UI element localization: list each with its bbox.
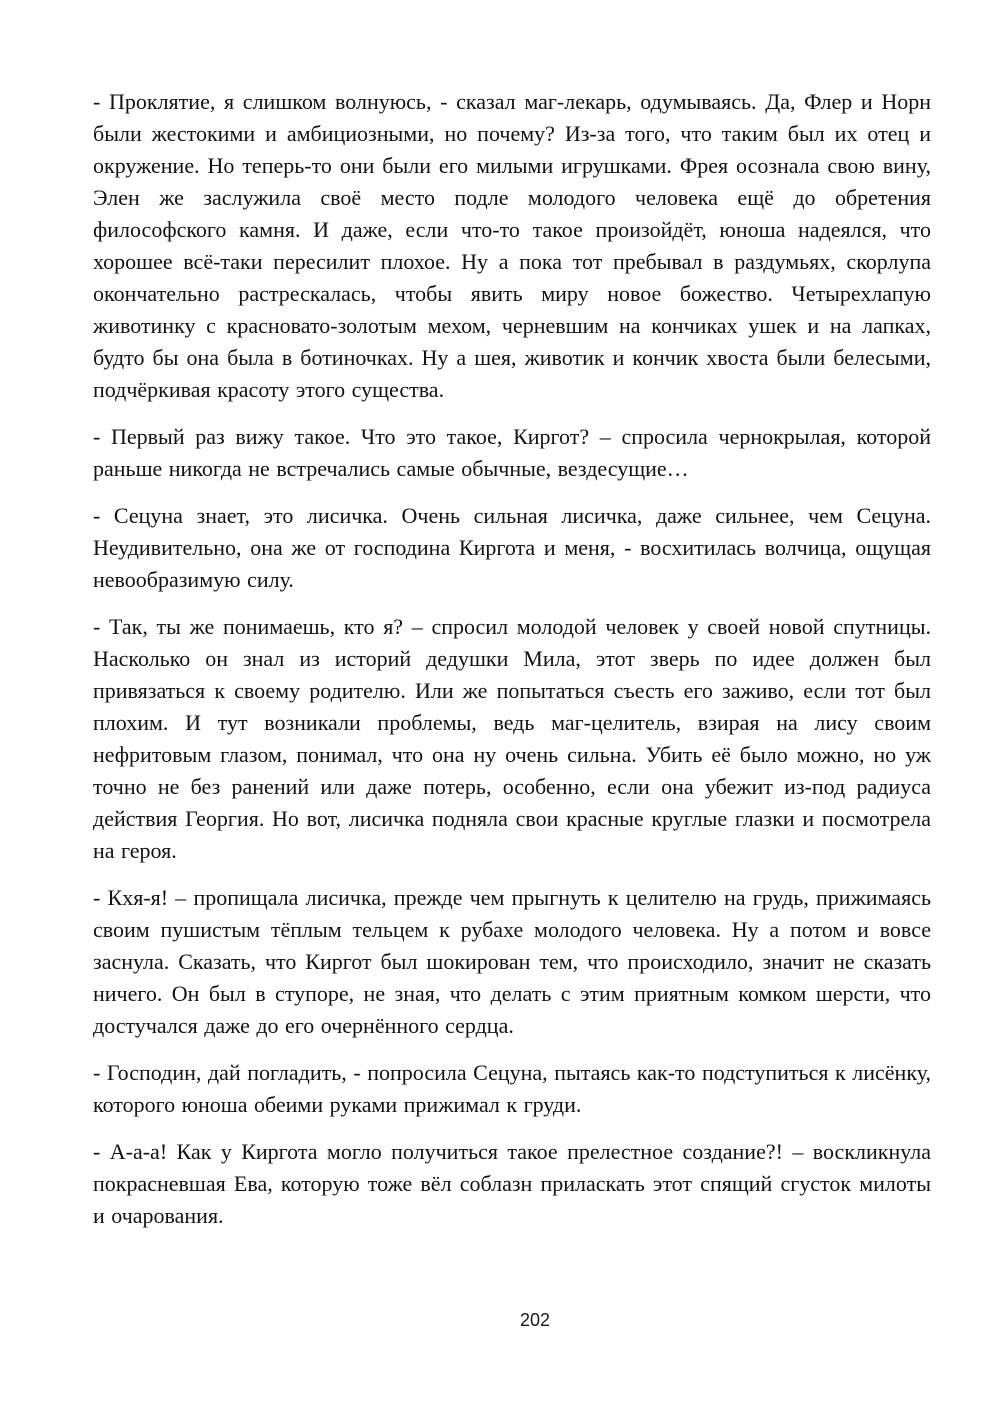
paragraph-3: - Сецуна знает, это лисичка. Очень сильная лисичка, даже сильнее, чем Сецуна. Неудивительно, она же от господина Киргота и меня, - восхитилась волчица, ощущая невообразимую силу. xyxy=(93,503,931,592)
paragraph-2: - Первый раз вижу такое. Что это такое, Киргот? – спросила чернокрылая, которой раньше никогда не встречались самые обычные, вездесущие… xyxy=(93,424,931,481)
paragraph-4: - Так, ты же понимаешь, кто я? – спросил молодой человек у своей новой спутницы. Насколько он знал из историй дедушки Мила, этот зверь по идее должен был привязаться к своему родителю. Или же попытаться съесть его заживо, если тот был плохим. И тут возникали проблемы, ведь маг-целитель, взирая на лису своим нефритовым глазом, понимал, что она ну очень сильна. Убить её было можно, но уж точно не без ранений или даже потерь, особенно, если она убежит из-под радиуса действия Георгия. Но вот, лисичка подняла свои красные круглые глазки и посмотрела на героя. xyxy=(93,614,931,863)
paragraph-6: - Господин, дай погладить, - попросила Сецуна, пытаясь как-то подступиться к лисёнку, которого юноша обеими руками прижимал к груди. xyxy=(93,1060,931,1117)
text-block xyxy=(93,86,931,1232)
page-number: 202 xyxy=(519,1310,551,1330)
paragraph-7: - А-а-а! Как у Киргота могло получиться такое прелестное создание?! – воскликнула покрасневшая Ева, которую тоже вёл соблазн приласкать этот спящий сгусток милоты и очарования. xyxy=(93,1139,931,1228)
paragraph-5: - Кхя-я! – пропищала лисичка, прежде чем прыгнуть к целителю на грудь, прижимаясь своим пушистым тёплым тельцем к рубахе молодого человека. Ну а потом и вовсе заснула. Сказать, что Киргот был шокирован тем, что происходило, значит не сказать ничего. Он был в ступоре, не зная, что делать с этим приятным комком шерсти, что достучался даже до его очернённого сердца. xyxy=(93,885,931,1038)
paragraph-1: - Проклятие, я слишком волнуюсь, - сказал маг-лекарь, одумываясь. Да, Флер и Норн были жестокими и амбициозными, но почему? Из-за того, что таким был их отец и окружение. Но теперь-то они были его милыми игрушками. Фрея осознала свою вину, Элен же заслужила своё место подле молодого человека ещё до обретения философского камня. И даже, если что-то такое произойдёт, юноша надеялся, что хорошее всё-таки пересилит плохое. Ну а пока тот пребывал в раздумьях, скорлупа окончательно растрескалась, чтобы явить миру новое божество. Четырехлапую животинку с красновато-золотым мехом, черневшим на кончиках ушек и на лапках, будто бы она была в ботиночках. Ну а шея, животик и кончик хвоста были белесыми, подчёркивая красоту этого существа. xyxy=(93,89,931,402)
